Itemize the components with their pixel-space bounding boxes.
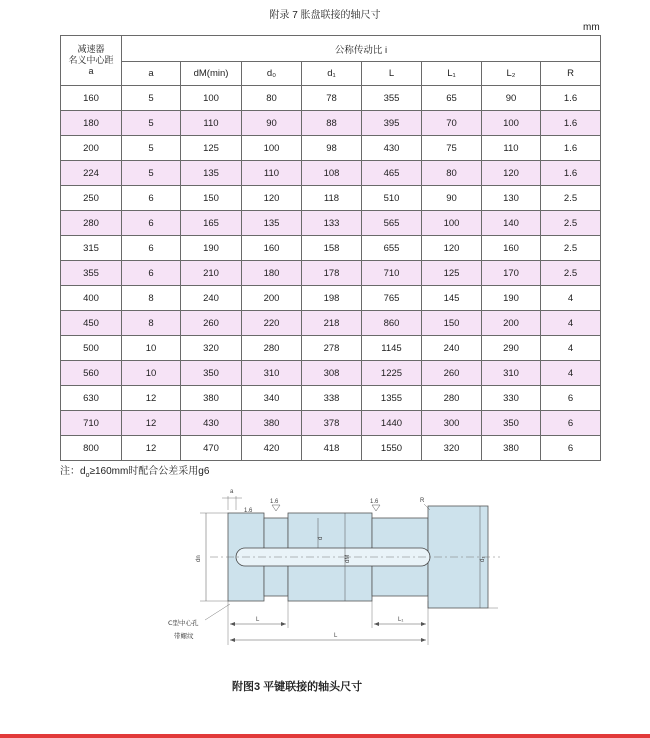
table-cell: 1.6 [541, 136, 601, 161]
column-header: dM(min) [181, 62, 242, 86]
table-cell: 430 [181, 411, 242, 436]
table-cell: 100 [181, 86, 242, 111]
table-cell: 1355 [362, 386, 422, 411]
table-cell: 150 [181, 186, 242, 211]
table-cell: 4 [541, 311, 601, 336]
table-row [61, 336, 601, 361]
table-cell: 320 [181, 336, 242, 361]
column-header: L₁ [422, 62, 482, 86]
column-header: d₁ [302, 62, 362, 86]
table-cell: 430 [362, 136, 422, 161]
center-distance-cell: 630 [61, 386, 122, 411]
table-cell: 125 [181, 136, 242, 161]
table-cell: 395 [362, 111, 422, 136]
total-l-label: L [334, 633, 338, 639]
table-row [61, 211, 601, 236]
table-cell: 1550 [362, 436, 422, 461]
table-cell: 510 [362, 186, 422, 211]
table-cell: 190 [181, 236, 242, 261]
table-cell: 135 [181, 161, 242, 186]
center-distance-cell: 355 [61, 261, 122, 286]
table-row [61, 86, 601, 111]
table-cell: 290 [482, 336, 541, 361]
center-hole-label: C型中心孔 [168, 619, 199, 627]
table-cell: 118 [302, 186, 362, 211]
table-cell: 5 [122, 111, 181, 136]
table-cell: 100 [242, 136, 302, 161]
table-cell: 12 [122, 411, 181, 436]
table-cell: 88 [302, 111, 362, 136]
table-cell: 260 [422, 361, 482, 386]
table-cell: 465 [362, 161, 422, 186]
table-cell: 380 [242, 411, 302, 436]
center-distance-cell: 250 [61, 186, 122, 211]
table-cell: 2.5 [541, 211, 601, 236]
column-header: a [122, 62, 181, 86]
table-cell: 280 [242, 336, 302, 361]
center-distance-cell: 560 [61, 361, 122, 386]
table-cell: 2.5 [541, 186, 601, 211]
table-row [61, 186, 601, 211]
table-cell: 6 [122, 186, 181, 211]
table-row [61, 236, 601, 261]
table-cell: 12 [122, 386, 181, 411]
roughness-right-label: 1.6 [370, 499, 379, 505]
arrow-l-left [230, 622, 235, 626]
table-cell: 338 [302, 386, 362, 411]
table-cell: 110 [242, 161, 302, 186]
table-cell: 355 [362, 86, 422, 111]
center-distance-cell: 180 [61, 111, 122, 136]
table-cell: 65 [422, 86, 482, 111]
table-cell: 6 [541, 386, 601, 411]
table-cell: 565 [362, 211, 422, 236]
table-cell: 765 [362, 286, 422, 311]
shaft-drawing [0, 480, 650, 675]
table-cell: 1440 [362, 411, 422, 436]
table-cell: 340 [242, 386, 302, 411]
table-cell: 12 [122, 436, 181, 461]
column-header: R [541, 62, 601, 86]
table-cell: 120 [422, 236, 482, 261]
table-cell: 310 [482, 361, 541, 386]
header-line-2: 名义中心距 [68, 55, 114, 65]
bottom-red-rule [0, 734, 650, 738]
table-cell: 240 [422, 336, 482, 361]
table-cell: 130 [482, 186, 541, 211]
table-cell: 133 [302, 211, 362, 236]
table-cell: 5 [122, 86, 181, 111]
table-cell: 710 [362, 261, 422, 286]
page-title: 附录 7 胀盘联接的轴尺寸 [269, 10, 381, 21]
footnote-subscript: o [85, 472, 90, 479]
table-cell: 100 [482, 111, 541, 136]
center-distance-cell: 224 [61, 161, 122, 186]
table-cell: 200 [242, 286, 302, 311]
table-row [61, 261, 601, 286]
arrow-l1-right [421, 622, 426, 626]
arrow-total-left [230, 638, 235, 642]
column-header: d₀ [242, 62, 302, 86]
table-cell: 90 [422, 186, 482, 211]
table-cell: 330 [482, 386, 541, 411]
column-header: L₂ [482, 62, 541, 86]
ratio-group-header: 公称传动比 i [122, 36, 601, 62]
table-cell: 10 [122, 336, 181, 361]
center-distance-header [61, 36, 122, 86]
table-cell: 320 [422, 436, 482, 461]
roughness-right-icon [372, 505, 380, 511]
dn-label: dn [196, 555, 202, 562]
table-cell: 140 [482, 211, 541, 236]
shaft-dimension-table [60, 35, 601, 461]
unit-label: mm [583, 22, 600, 33]
right-dim-label: d₁ [480, 556, 486, 562]
column-header-row [61, 62, 601, 86]
table-cell: 200 [482, 311, 541, 336]
table-cell: 218 [302, 311, 362, 336]
table-cell: 98 [302, 136, 362, 161]
arrow-total-right [421, 638, 426, 642]
table-cell: 6 [541, 436, 601, 461]
table-cell: 135 [242, 211, 302, 236]
column-header: L [362, 62, 422, 86]
table-cell: 220 [242, 311, 302, 336]
table-cell: 90 [482, 86, 541, 111]
table-row [61, 311, 601, 336]
center-distance-cell: 160 [61, 86, 122, 111]
table-cell: 260 [181, 311, 242, 336]
footnote-prefix: 注：d [60, 466, 86, 477]
table-cell: 78 [302, 86, 362, 111]
table-cell: 6 [541, 411, 601, 436]
table-cell: 70 [422, 111, 482, 136]
table-cell: 120 [482, 161, 541, 186]
table-cell: 280 [422, 386, 482, 411]
table-row [61, 286, 601, 311]
table-body [61, 86, 601, 461]
table-cell: 1.6 [541, 161, 601, 186]
table-cell: 80 [242, 86, 302, 111]
table-cell: 5 [122, 161, 181, 186]
table-cell: 8 [122, 311, 181, 336]
table-cell: 110 [482, 136, 541, 161]
table-cell: 2.5 [541, 261, 601, 286]
center-distance-cell: 400 [61, 286, 122, 311]
header-line-1: 减速器 [77, 44, 105, 54]
roughness-left-icon [272, 505, 280, 511]
table-cell: 240 [181, 286, 242, 311]
slot-depth-label: d [318, 536, 324, 540]
table-cell: 125 [422, 261, 482, 286]
center-distance-cell: 200 [61, 136, 122, 161]
table-cell: 190 [482, 286, 541, 311]
table-row [61, 361, 601, 386]
table-cell: 110 [181, 111, 242, 136]
table-cell: 350 [482, 411, 541, 436]
table-cell: 350 [181, 361, 242, 386]
table-cell: 655 [362, 236, 422, 261]
table-cell: 470 [181, 436, 242, 461]
center-distance-cell: 710 [61, 411, 122, 436]
chamfer-value-label: 1.6 [244, 508, 253, 514]
table-cell: 145 [422, 286, 482, 311]
table-cell: 300 [422, 411, 482, 436]
table-cell: 308 [302, 361, 362, 386]
table-cell: 4 [541, 336, 601, 361]
table-cell: 4 [541, 286, 601, 311]
table-cell: 1.6 [541, 111, 601, 136]
header-line-3: a [88, 66, 94, 76]
table-cell: 158 [302, 236, 362, 261]
table-cell: 418 [302, 436, 362, 461]
radius-label: R [420, 498, 425, 504]
table-cell: 8 [122, 286, 181, 311]
table-cell: 178 [302, 261, 362, 286]
table-cell: 120 [242, 186, 302, 211]
center-distance-cell: 315 [61, 236, 122, 261]
table-cell: 1145 [362, 336, 422, 361]
table-row [61, 411, 601, 436]
footnote-suffix: ≥160mm时配合公差采用g6 [89, 466, 210, 477]
roughness-left-label: 1.6 [270, 499, 279, 505]
table-cell: 198 [302, 286, 362, 311]
table-cell: 1.6 [541, 86, 601, 111]
table-cell: 378 [302, 411, 362, 436]
table-cell: 278 [302, 336, 362, 361]
table-cell: 180 [242, 261, 302, 286]
center-distance-cell: 450 [61, 311, 122, 336]
table-cell: 160 [482, 236, 541, 261]
table-cell: 210 [181, 261, 242, 286]
table-cell: 2.5 [541, 236, 601, 261]
table-row [61, 436, 601, 461]
table-cell: 100 [422, 211, 482, 236]
table-cell: 108 [302, 161, 362, 186]
arrow-l1-left [374, 622, 379, 626]
center-distance-cell: 280 [61, 211, 122, 236]
table-cell: 10 [122, 361, 181, 386]
table-cell: 5 [122, 136, 181, 161]
center-distance-cell: 800 [61, 436, 122, 461]
table-cell: 380 [181, 386, 242, 411]
table-cell: 310 [242, 361, 302, 386]
chamfer-a-label: a [230, 489, 234, 495]
table-cell: 90 [242, 111, 302, 136]
table-cell: 6 [122, 211, 181, 236]
figure-caption: 附图3 平键联接的轴头尺寸 [232, 681, 363, 693]
table-cell: 165 [181, 211, 242, 236]
table-cell: 160 [242, 236, 302, 261]
table-cell: 75 [422, 136, 482, 161]
l1-label: L₁ [398, 617, 404, 623]
table-cell: 150 [422, 311, 482, 336]
center-hole-leader [205, 604, 230, 620]
table-row [61, 386, 601, 411]
table-cell: 80 [422, 161, 482, 186]
table-cell: 6 [122, 261, 181, 286]
table-cell: 6 [122, 236, 181, 261]
footnote [60, 462, 209, 479]
table-cell: 420 [242, 436, 302, 461]
table-row [61, 161, 601, 186]
table-row [61, 111, 601, 136]
table-cell: 860 [362, 311, 422, 336]
table-cell: 4 [541, 361, 601, 386]
arrow-l-right [281, 622, 286, 626]
thread-label: 带螺纹 [174, 632, 194, 640]
l-label: L [256, 617, 260, 623]
table-cell: 380 [482, 436, 541, 461]
table-row [61, 136, 601, 161]
table-cell: 170 [482, 261, 541, 286]
table-cell: 1225 [362, 361, 422, 386]
center-distance-cell: 500 [61, 336, 122, 361]
middle-dim-label: dM [345, 554, 351, 563]
